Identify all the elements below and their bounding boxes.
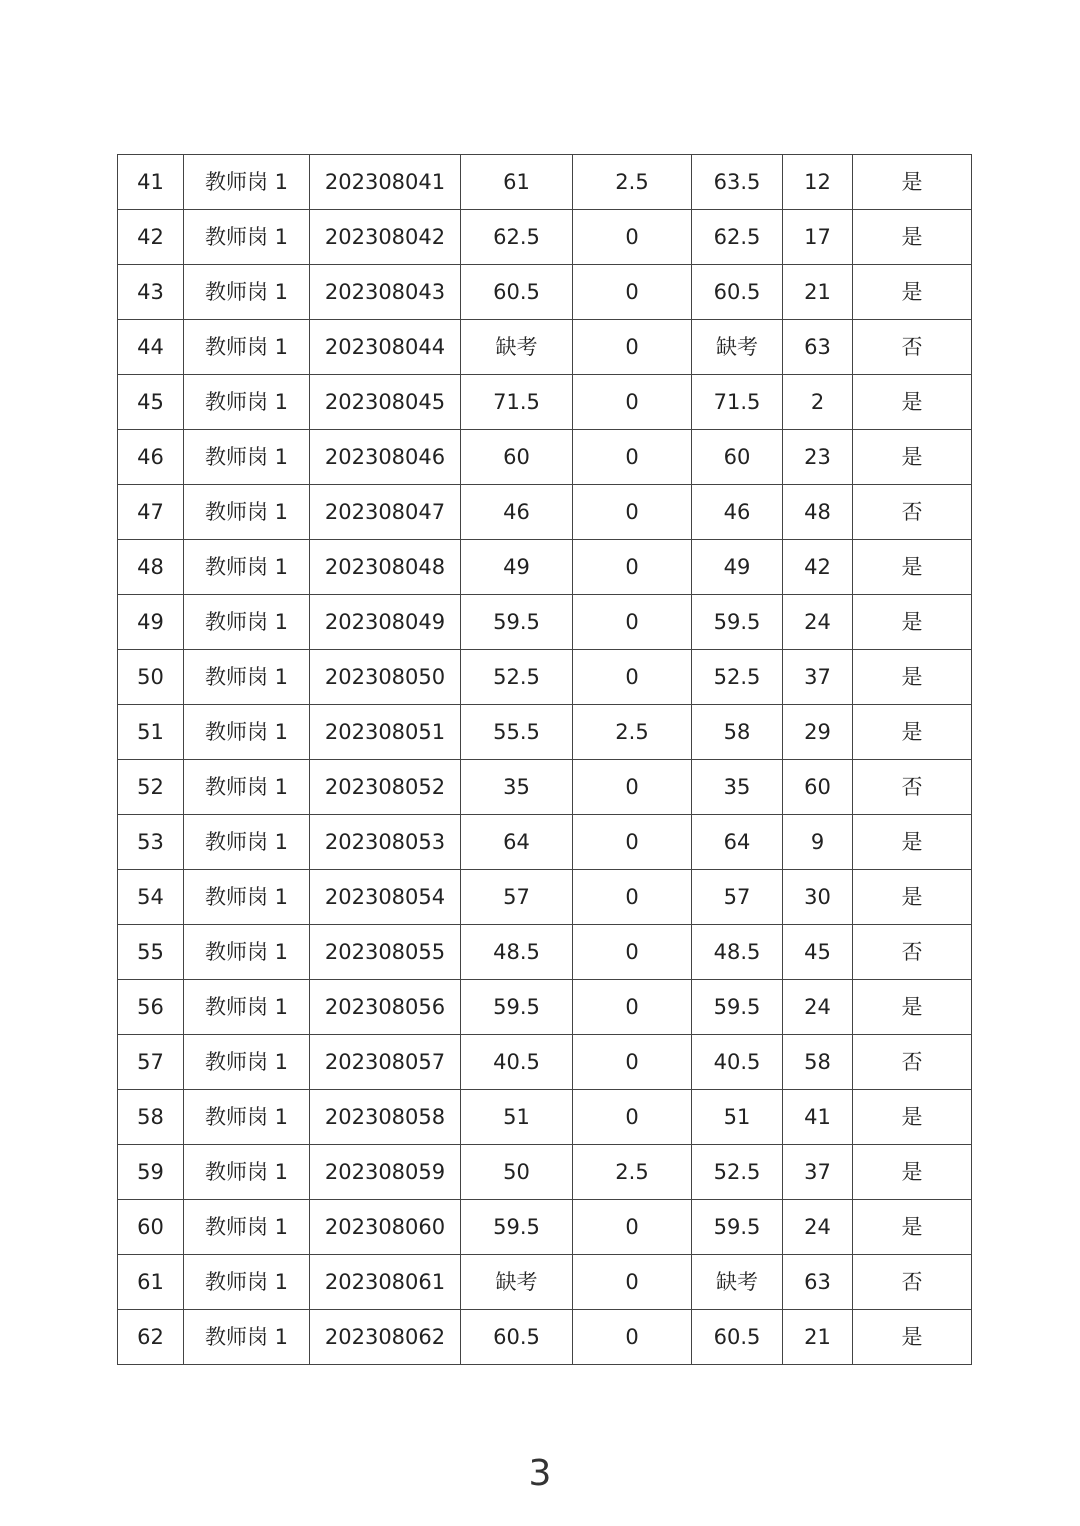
bonus-cell: 0 (573, 540, 692, 595)
written-score-cell: 60 (461, 430, 573, 485)
score-table-body (118, 155, 972, 1365)
rank-cell: 29 (783, 705, 853, 760)
bonus-cell: 0 (573, 595, 692, 650)
seq-cell: 45 (118, 375, 184, 430)
exam-id-cell: 202308053 (310, 815, 461, 870)
total-score-cell: 缺考 (692, 1255, 783, 1310)
written-score-cell: 64 (461, 815, 573, 870)
rank-cell: 42 (783, 540, 853, 595)
bonus-cell: 0 (573, 1255, 692, 1310)
post-cell: 教师岗 1 (184, 1035, 310, 1090)
written-score-cell: 55.5 (461, 705, 573, 760)
total-score-cell: 52.5 (692, 1145, 783, 1200)
written-score-cell: 40.5 (461, 1035, 573, 1090)
total-score-cell: 35 (692, 760, 783, 815)
qualified-cell: 否 (853, 1035, 972, 1090)
bonus-cell: 0 (573, 925, 692, 980)
bonus-cell: 0 (573, 1035, 692, 1090)
seq-cell: 59 (118, 1145, 184, 1200)
bonus-cell: 0 (573, 485, 692, 540)
written-score-cell: 57 (461, 870, 573, 925)
bonus-cell: 0 (573, 1310, 692, 1365)
rank-cell: 45 (783, 925, 853, 980)
total-score-cell: 49 (692, 540, 783, 595)
bonus-cell: 0 (573, 375, 692, 430)
post-cell: 教师岗 1 (184, 265, 310, 320)
written-score-cell: 50 (461, 1145, 573, 1200)
bonus-cell: 0 (573, 1200, 692, 1255)
seq-cell: 41 (118, 155, 184, 210)
table-row (118, 650, 972, 705)
table-row (118, 925, 972, 980)
table-row (118, 265, 972, 320)
table-row (118, 1255, 972, 1310)
written-score-cell: 48.5 (461, 925, 573, 980)
seq-cell: 51 (118, 705, 184, 760)
qualified-cell: 是 (853, 595, 972, 650)
qualified-cell: 否 (853, 485, 972, 540)
rank-cell: 30 (783, 870, 853, 925)
table-row (118, 430, 972, 485)
qualified-cell: 是 (853, 210, 972, 265)
table-row (118, 1090, 972, 1145)
seq-cell: 60 (118, 1200, 184, 1255)
rank-cell: 37 (783, 1145, 853, 1200)
table-row (118, 485, 972, 540)
rank-cell: 63 (783, 1255, 853, 1310)
total-score-cell: 59.5 (692, 595, 783, 650)
rank-cell: 9 (783, 815, 853, 870)
rank-cell: 17 (783, 210, 853, 265)
written-score-cell: 51 (461, 1090, 573, 1145)
table-row (118, 760, 972, 815)
bonus-cell: 2.5 (573, 155, 692, 210)
total-score-cell: 63.5 (692, 155, 783, 210)
total-score-cell: 52.5 (692, 650, 783, 705)
total-score-cell: 40.5 (692, 1035, 783, 1090)
total-score-cell: 71.5 (692, 375, 783, 430)
exam-id-cell: 202308043 (310, 265, 461, 320)
table-row (118, 210, 972, 265)
qualified-cell: 否 (853, 760, 972, 815)
seq-cell: 48 (118, 540, 184, 595)
qualified-cell: 是 (853, 650, 972, 705)
exam-id-cell: 202308052 (310, 760, 461, 815)
qualified-cell: 否 (853, 1255, 972, 1310)
qualified-cell: 是 (853, 705, 972, 760)
total-score-cell: 64 (692, 815, 783, 870)
rank-cell: 63 (783, 320, 853, 375)
seq-cell: 58 (118, 1090, 184, 1145)
qualified-cell: 是 (853, 265, 972, 320)
seq-cell: 57 (118, 1035, 184, 1090)
table-row (118, 705, 972, 760)
bonus-cell: 0 (573, 265, 692, 320)
total-score-cell: 62.5 (692, 210, 783, 265)
rank-cell: 41 (783, 1090, 853, 1145)
seq-cell: 56 (118, 980, 184, 1035)
written-score-cell: 61 (461, 155, 573, 210)
exam-id-cell: 202308047 (310, 485, 461, 540)
post-cell: 教师岗 1 (184, 430, 310, 485)
post-cell: 教师岗 1 (184, 705, 310, 760)
seq-cell: 62 (118, 1310, 184, 1365)
seq-cell: 46 (118, 430, 184, 485)
rank-cell: 21 (783, 1310, 853, 1365)
total-score-cell: 46 (692, 485, 783, 540)
table-row (118, 320, 972, 375)
bonus-cell: 0 (573, 760, 692, 815)
seq-cell: 55 (118, 925, 184, 980)
exam-id-cell: 202308055 (310, 925, 461, 980)
exam-id-cell: 202308054 (310, 870, 461, 925)
exam-id-cell: 202308049 (310, 595, 461, 650)
post-cell: 教师岗 1 (184, 1255, 310, 1310)
table-row (118, 375, 972, 430)
total-score-cell: 60.5 (692, 1310, 783, 1365)
post-cell: 教师岗 1 (184, 1090, 310, 1145)
post-cell: 教师岗 1 (184, 650, 310, 705)
qualified-cell: 是 (853, 375, 972, 430)
table-row (118, 815, 972, 870)
exam-id-cell: 202308042 (310, 210, 461, 265)
qualified-cell: 是 (853, 815, 972, 870)
post-cell: 教师岗 1 (184, 155, 310, 210)
exam-id-cell: 202308041 (310, 155, 461, 210)
written-score-cell: 60.5 (461, 265, 573, 320)
table-row (118, 870, 972, 925)
post-cell: 教师岗 1 (184, 375, 310, 430)
seq-cell: 47 (118, 485, 184, 540)
total-score-cell: 60 (692, 430, 783, 485)
total-score-cell: 60.5 (692, 265, 783, 320)
exam-id-cell: 202308061 (310, 1255, 461, 1310)
qualified-cell: 是 (853, 155, 972, 210)
written-score-cell: 71.5 (461, 375, 573, 430)
exam-id-cell: 202308060 (310, 1200, 461, 1255)
qualified-cell: 否 (853, 925, 972, 980)
rank-cell: 48 (783, 485, 853, 540)
rank-cell: 37 (783, 650, 853, 705)
exam-id-cell: 202308057 (310, 1035, 461, 1090)
table-row (118, 155, 972, 210)
post-cell: 教师岗 1 (184, 210, 310, 265)
exam-id-cell: 202308058 (310, 1090, 461, 1145)
seq-cell: 53 (118, 815, 184, 870)
seq-cell: 49 (118, 595, 184, 650)
score-table (117, 154, 972, 1365)
exam-id-cell: 202308051 (310, 705, 461, 760)
post-cell: 教师岗 1 (184, 815, 310, 870)
bonus-cell: 0 (573, 210, 692, 265)
total-score-cell: 51 (692, 1090, 783, 1145)
written-score-cell: 35 (461, 760, 573, 815)
qualified-cell: 是 (853, 870, 972, 925)
bonus-cell: 0 (573, 1090, 692, 1145)
post-cell: 教师岗 1 (184, 760, 310, 815)
bonus-cell: 0 (573, 870, 692, 925)
post-cell: 教师岗 1 (184, 1310, 310, 1365)
table-row (118, 1035, 972, 1090)
written-score-cell: 62.5 (461, 210, 573, 265)
table-row (118, 980, 972, 1035)
written-score-cell: 缺考 (461, 1255, 573, 1310)
rank-cell: 12 (783, 155, 853, 210)
exam-id-cell: 202308050 (310, 650, 461, 705)
post-cell: 教师岗 1 (184, 1145, 310, 1200)
rank-cell: 2 (783, 375, 853, 430)
post-cell: 教师岗 1 (184, 870, 310, 925)
total-score-cell: 缺考 (692, 320, 783, 375)
table-row (118, 540, 972, 595)
post-cell: 教师岗 1 (184, 1200, 310, 1255)
post-cell: 教师岗 1 (184, 925, 310, 980)
rank-cell: 21 (783, 265, 853, 320)
seq-cell: 43 (118, 265, 184, 320)
bonus-cell: 0 (573, 430, 692, 485)
bonus-cell: 0 (573, 815, 692, 870)
written-score-cell: 60.5 (461, 1310, 573, 1365)
total-score-cell: 48.5 (692, 925, 783, 980)
exam-id-cell: 202308044 (310, 320, 461, 375)
exam-id-cell: 202308056 (310, 980, 461, 1035)
written-score-cell: 缺考 (461, 320, 573, 375)
table-row (118, 1145, 972, 1200)
seq-cell: 61 (118, 1255, 184, 1310)
seq-cell: 54 (118, 870, 184, 925)
written-score-cell: 49 (461, 540, 573, 595)
rank-cell: 24 (783, 595, 853, 650)
qualified-cell: 是 (853, 540, 972, 595)
qualified-cell: 是 (853, 1090, 972, 1145)
exam-id-cell: 202308046 (310, 430, 461, 485)
written-score-cell: 59.5 (461, 980, 573, 1035)
rank-cell: 23 (783, 430, 853, 485)
bonus-cell: 0 (573, 650, 692, 705)
qualified-cell: 是 (853, 1310, 972, 1365)
bonus-cell: 2.5 (573, 1145, 692, 1200)
post-cell: 教师岗 1 (184, 485, 310, 540)
seq-cell: 44 (118, 320, 184, 375)
bonus-cell: 0 (573, 980, 692, 1035)
bonus-cell: 0 (573, 320, 692, 375)
table-row (118, 595, 972, 650)
post-cell: 教师岗 1 (184, 595, 310, 650)
exam-id-cell: 202308059 (310, 1145, 461, 1200)
rank-cell: 58 (783, 1035, 853, 1090)
total-score-cell: 59.5 (692, 980, 783, 1035)
page-number: 3 (528, 1453, 552, 1494)
total-score-cell: 58 (692, 705, 783, 760)
post-cell: 教师岗 1 (184, 980, 310, 1035)
rank-cell: 24 (783, 1200, 853, 1255)
qualified-cell: 是 (853, 1200, 972, 1255)
qualified-cell: 是 (853, 980, 972, 1035)
post-cell: 教师岗 1 (184, 540, 310, 595)
rank-cell: 60 (783, 760, 853, 815)
exam-id-cell: 202308045 (310, 375, 461, 430)
written-score-cell: 52.5 (461, 650, 573, 705)
qualified-cell: 是 (853, 1145, 972, 1200)
total-score-cell: 59.5 (692, 1200, 783, 1255)
post-cell: 教师岗 1 (184, 320, 310, 375)
bonus-cell: 2.5 (573, 705, 692, 760)
total-score-cell: 57 (692, 870, 783, 925)
seq-cell: 52 (118, 760, 184, 815)
exam-id-cell: 202308048 (310, 540, 461, 595)
table-row (118, 1200, 972, 1255)
seq-cell: 42 (118, 210, 184, 265)
qualified-cell: 否 (853, 320, 972, 375)
qualified-cell: 是 (853, 430, 972, 485)
table-row (118, 1310, 972, 1365)
written-score-cell: 46 (461, 485, 573, 540)
exam-id-cell: 202308062 (310, 1310, 461, 1365)
written-score-cell: 59.5 (461, 1200, 573, 1255)
rank-cell: 24 (783, 980, 853, 1035)
written-score-cell: 59.5 (461, 595, 573, 650)
seq-cell: 50 (118, 650, 184, 705)
